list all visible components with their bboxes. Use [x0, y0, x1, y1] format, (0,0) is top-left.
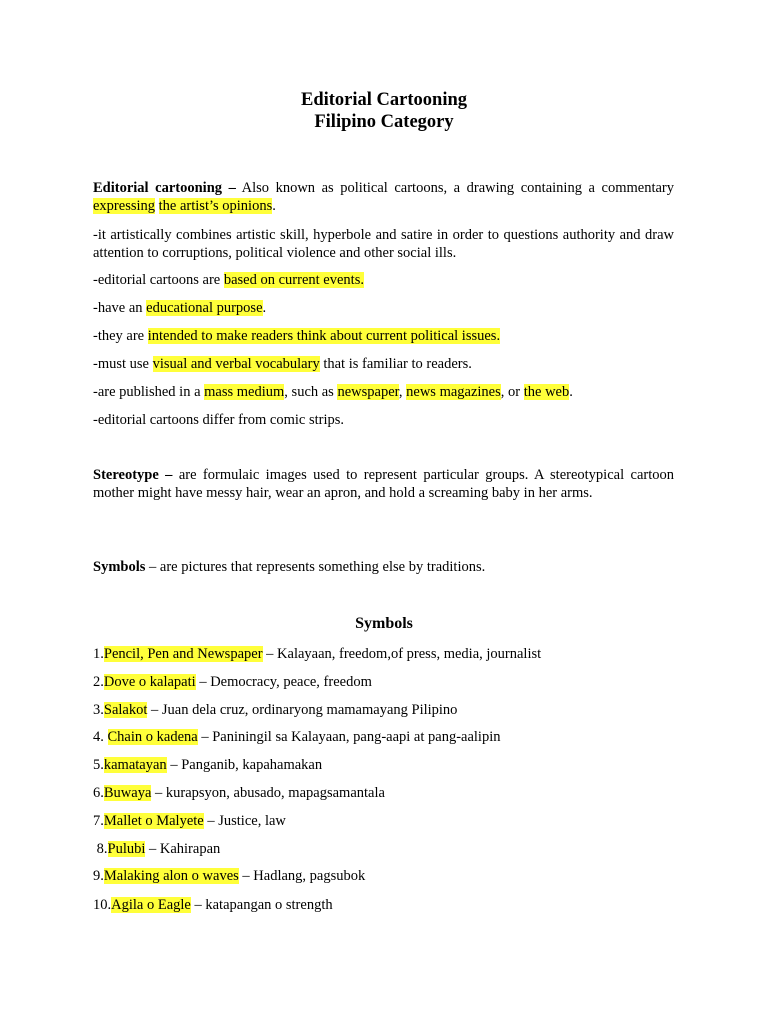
- symbol-highlight: Agila o Eagle: [111, 897, 191, 913]
- highlight-current-events: based on current events.: [223, 272, 364, 288]
- bullet-current-events: -editorial cartoons are based on current events.: [93, 272, 364, 288]
- symbol-highlight: Dove o kalapati: [103, 674, 196, 690]
- definition-paragraph: Editorial cartooning – Also known as political cartoons, a drawing containing a commentary expressing the artist’s opinions.: [93, 180, 675, 214]
- stereotype-paragraph: [93, 466, 674, 502]
- highlight-artists-opinions: the artist’s opinions: [158, 198, 273, 214]
- bullet-educational-purpose: -have an educational purpose.: [93, 300, 267, 316]
- symbols-heading: Symbols: [355, 615, 413, 632]
- list-item: 3.Salakot – Juan dela cruz, ordinaryong mamamayang Pilipino: [93, 702, 458, 718]
- list-item: 9.Malaking alon o waves – Hadlang, pagsubok: [93, 868, 366, 884]
- bullet-visual-verbal: -must use visual and verbal vocabulary that is familiar to readers.: [93, 356, 472, 372]
- list-item: 6.Buwaya – kurapsyon, abusado, mapagsamantala: [93, 785, 385, 801]
- bullet-published-media: -are published in a mass medium, such as newspaper, news magazines, or the web.: [93, 384, 573, 400]
- title-line-1: Editorial Cartooning: [301, 90, 467, 110]
- highlight-visual-verbal: visual and verbal vocabulary: [152, 356, 320, 372]
- list-item: 5.kamatayan – Panganib, kapahamakan: [93, 757, 323, 773]
- list-item: 8.Pulubi – Kahirapan: [93, 841, 221, 857]
- highlight-the-web: the web: [523, 384, 570, 400]
- symbol-highlight: Chain o kadena: [107, 729, 198, 745]
- symbol-highlight: Mallet o Malyete: [103, 813, 204, 829]
- symbol-highlight: Pencil, Pen and Newspaper: [103, 646, 263, 662]
- bullet-make-readers-think: -they are intended to make readers think about current political issues.: [93, 328, 501, 344]
- title-line-2: Filipino Category: [314, 112, 454, 132]
- list-item: 10.Agila o Eagle – katapangan o strength: [93, 897, 333, 913]
- symbol-highlight: Malaking alon o waves: [103, 868, 239, 884]
- document-title: [0, 89, 768, 133]
- bullet-artistic-skill: -it artistically combines artistic skill, hyperbole and satire in order to questions authority and draw attention to corruptions, political violence and other social ills.: [93, 227, 674, 261]
- list-item: 1.Pencil, Pen and Newspaper – Kalayaan, freedom,of press, media, journalist: [93, 646, 542, 662]
- highlight-mass-medium: mass medium: [204, 384, 285, 400]
- stereotype-text: are formulaic images used to represent particular groups. A stereotypical cartoon mother might have messy hair, wear an apron, and hold a screaming baby in her arms.: [93, 467, 674, 501]
- highlight-newspaper: newspaper: [337, 384, 399, 400]
- list-item: 4. Chain o kadena – Paniningil sa Kalayaan, pang-aapi at pang-aalipin: [93, 729, 501, 745]
- symbol-highlight: kamatayan: [103, 757, 167, 773]
- highlight-political-issues: intended to make readers think about current political issues.: [147, 328, 501, 344]
- highlight-expressing: expressing: [93, 198, 156, 214]
- symbols-term: Symbols: [93, 559, 146, 575]
- list-item: 2.Dove o kalapati – Democracy, peace, freedom: [93, 674, 372, 690]
- symbol-highlight: Salakot: [103, 702, 148, 718]
- list-item: 7.Mallet o Malyete – Justice, law: [93, 813, 286, 829]
- bullet-comic-strips: -editorial cartoons differ from comic strips.: [93, 412, 344, 428]
- definition-text: Also known as political cartoons, a drawing containing a commentary: [235, 180, 675, 196]
- symbol-highlight: Buwaya: [103, 785, 152, 801]
- definition-term: Editorial cartooning –: [93, 180, 236, 196]
- symbols-definition: [93, 558, 485, 576]
- highlight-educational-purpose: educational purpose: [146, 300, 263, 316]
- symbols-definition-text: – are pictures that represents something else by traditions.: [145, 559, 486, 575]
- symbol-highlight: Pulubi: [107, 841, 146, 857]
- highlight-news-magazines: news magazines: [406, 384, 501, 400]
- stereotype-term: Stereotype –: [93, 467, 173, 483]
